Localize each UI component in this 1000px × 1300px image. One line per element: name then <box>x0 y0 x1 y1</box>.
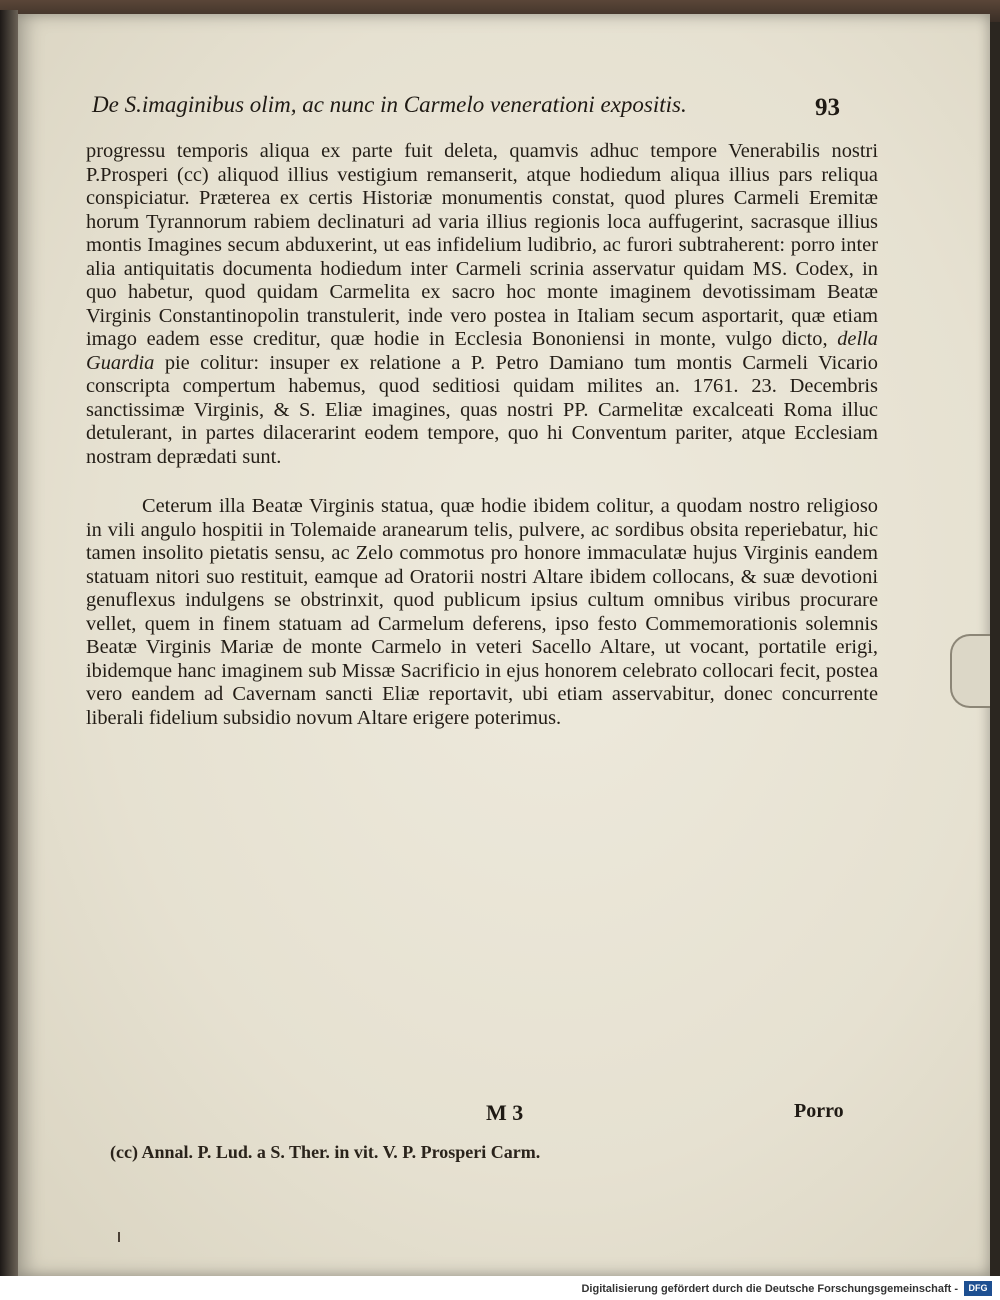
page-number: 93 <box>815 94 840 121</box>
paragraph-1-end: pie colitur: insuper ex relatione a P. Petro Damiano tum montis Carmeli Vicario conscripta compertum habemus, quod seditiosi quidam milites an. 1761. 23. Decembris sanctissimæ Virginis, & S. Eliæ imagines, quas nostri PP. Carmelitæ excalceati Roma illuc detulerant, in partes dilacerarint eodem tempore, quo hi Conventum pariter, atque Ecclesiam nostram deprædati sunt. <box>86 351 878 468</box>
page-clip-tab <box>950 634 990 708</box>
paragraph-1-italic: della Guardia <box>86 328 878 374</box>
paragraph-2: Ceterum illa Beatæ Virginis statua, quæ hodie ibidem colitur, a quodam nostro religioso in vili angulo hospitii in Tolemaide aranearum telis, pulvere, ac sordibus obsita reperiebatur, hic tamen insolito pietatis sensu, ac Zelo commotus pro honore immaculatæ hujus Virginis eandem statuam nitori suo restituit, eamque ad Oratorii nostri Altare ibidem collocans, & suæ devotioni genuflexus indulgens se obstrinxit, quod publicum ipsius cultum omnibus viribus procurare vellet, quem in finem statuam ad Carmelum deferens, ipso festo Commemorationis solemnis Beatæ Virginis Mariæ de monte Carmelo in veteri Sacello Altare, ut vocant, portatile erigi, ibidemque hanc imaginem sub Missæ Sacrificio in ejus honorem celebrato collocari fecit, postea vero eandem ad Cavernam sancti Eliæ reportavit, ubi etiam asservabitur, donec concurrente liberali fidelium subsidio novum Altare erigere poterimus. <box>86 495 878 729</box>
footnote: (cc) Annal. P. Lud. a S. Ther. in vit. V. P. Prosperi Carm. <box>110 1142 541 1162</box>
body-text <box>86 140 878 750</box>
ink-mark <box>118 1232 120 1242</box>
digitization-notice: Digitalisierung gefördert durch die Deutsche Forschungsgemeinschaft - <box>581 1283 958 1295</box>
paragraph-1-text: progressu temporis aliqua ex parte fuit deleta, quamvis adhuc tempore Venerabilis nostri P.Prosperi (cc) aliquod illius vestigium remanserit, atque hodiedum aliqua illius pars reliqua conspiciatur. Præterea ex certis Historiæ monumentis constat, quod plures Carmeli Eremitæ horum Tyrannorum rabiem declinaturi ad varia illius regionis loca auffugerint, sacrasque illius montis Imagines secum abduxerint, ut eas infidelium ludibrio, ac furori subtraherent: porro inter alia antiquitatis documenta hodiedum inter Carmeli scrinia asservatur quidam MS. Codex, in quo habetur, quod quidam Carmelita ex sacro hoc monte imaginem devotissimam Beatæ Virginis Constantinopolin transtulerit, inde vero postea in Italiam secum asportarit, quæ etiam imago eadem esse creditur, quæ hodie in Ecclesia Bononiensi in monte, vulgo dicto, <box>86 140 878 350</box>
page-gutter-shadow <box>0 10 18 1280</box>
signature-mark: M 3 <box>486 1100 524 1125</box>
dfg-logo: DFG <box>964 1281 992 1296</box>
paragraph-1 <box>86 140 878 469</box>
catchword: Porro <box>794 1100 844 1122</box>
running-title: De S.imaginibus olim, ac nunc in Carmelo venerationi expositis. <box>92 92 687 117</box>
